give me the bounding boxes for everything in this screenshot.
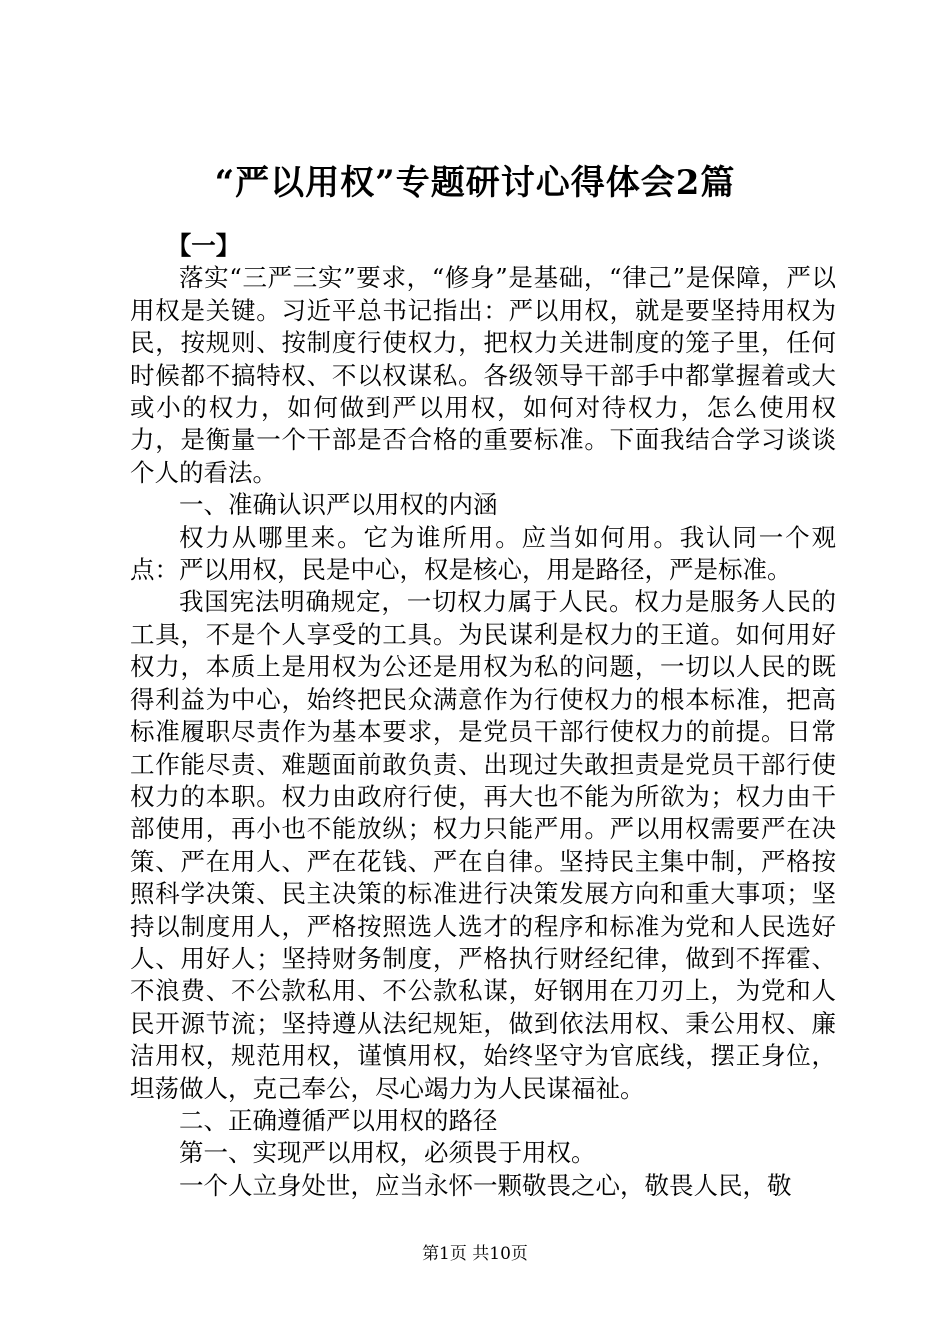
page-footer: 第1页 共10页 bbox=[422, 1244, 528, 1264]
document-title: “严以用权”专题研讨心得体会2篇 bbox=[214, 163, 736, 203]
paragraph-viewpoint: 权力从哪里来。它为谁所用。应当如何用。我认同一个观点：严以用权，民是中心，权是核心，用是路径，严是标准。 bbox=[130, 522, 836, 585]
document-body bbox=[130, 230, 836, 1202]
paragraph-reverence: 一个人立身处世，应当永怀一颗敬畏之心，敬畏人民，敬 bbox=[179, 1170, 792, 1200]
section-mark: 【一】 bbox=[166, 231, 241, 260]
subheading-first: 第一、实现严以用权，必须畏于用权。 bbox=[179, 1138, 596, 1168]
heading-section-one: 一、准确认识严以用权的内涵 bbox=[179, 490, 498, 520]
paragraph-intro: 落实“三严三实”要求，“修身”是基础，“律己”是保障，严以用权是关键。习近平总书记指出：严以用权，就是要坚持用权为民，按规则、按制度行使权力，把权力关进制度的笼子里，任何时候都不搞特权、不以权谋私。各级领导干部手中都掌握着或大或小的权力，如何做到严以用权，如何对待权力，怎么使用权力，是衡量一个干部是否合格的重要标准。下面我结合学习谈谈个人的看法。 bbox=[130, 263, 836, 487]
paragraph-constitution: 我国宪法明确规定，一切权力属于人民。权力是服务人民的工具，不是个人享受的工具。为民谋利是权力的王道。如何用好权力，本质上是用权为公还是用权为私的问题，一切以人民的既得利益为中心，始终把民众满意作为行使权力的根本标准，把高标准履职尽责作为基本要求，是党员干部行使权力的前提。日常工作能尽责、难题面前敢负责、出现过失敢担责是党员干部行使权力的本职。权力由政府行使，再大也不能为所欲为；权力由干部使用，再小也不能放纵；权力只能严用。严以用权需要严在决策、严在用人、严在花钱、严在自律。坚持民主集中制，严格按照科学决策、民主决策的标准进行决策发展方向和重大事项；坚持以制度用人，严格按照选人选才的程序和标准为党和人民选好人、用好人；坚持财务制度，严格执行财经纪律，做到不挥霍、不浪费、不公款私用、不公款私谋，好钢用在刀刃上，为党和人民开源节流；坚持遵从法纪规矩，做到依法用权、秉公用权、廉洁用权，规范用权，谨慎用权，始终坚守为官底线，摆正身位，坦荡做人，克己奉公，尽心竭力为人民谋福祉。 bbox=[130, 587, 836, 1103]
heading-section-two: 二、正确遵循严以用权的路径 bbox=[179, 1105, 498, 1135]
